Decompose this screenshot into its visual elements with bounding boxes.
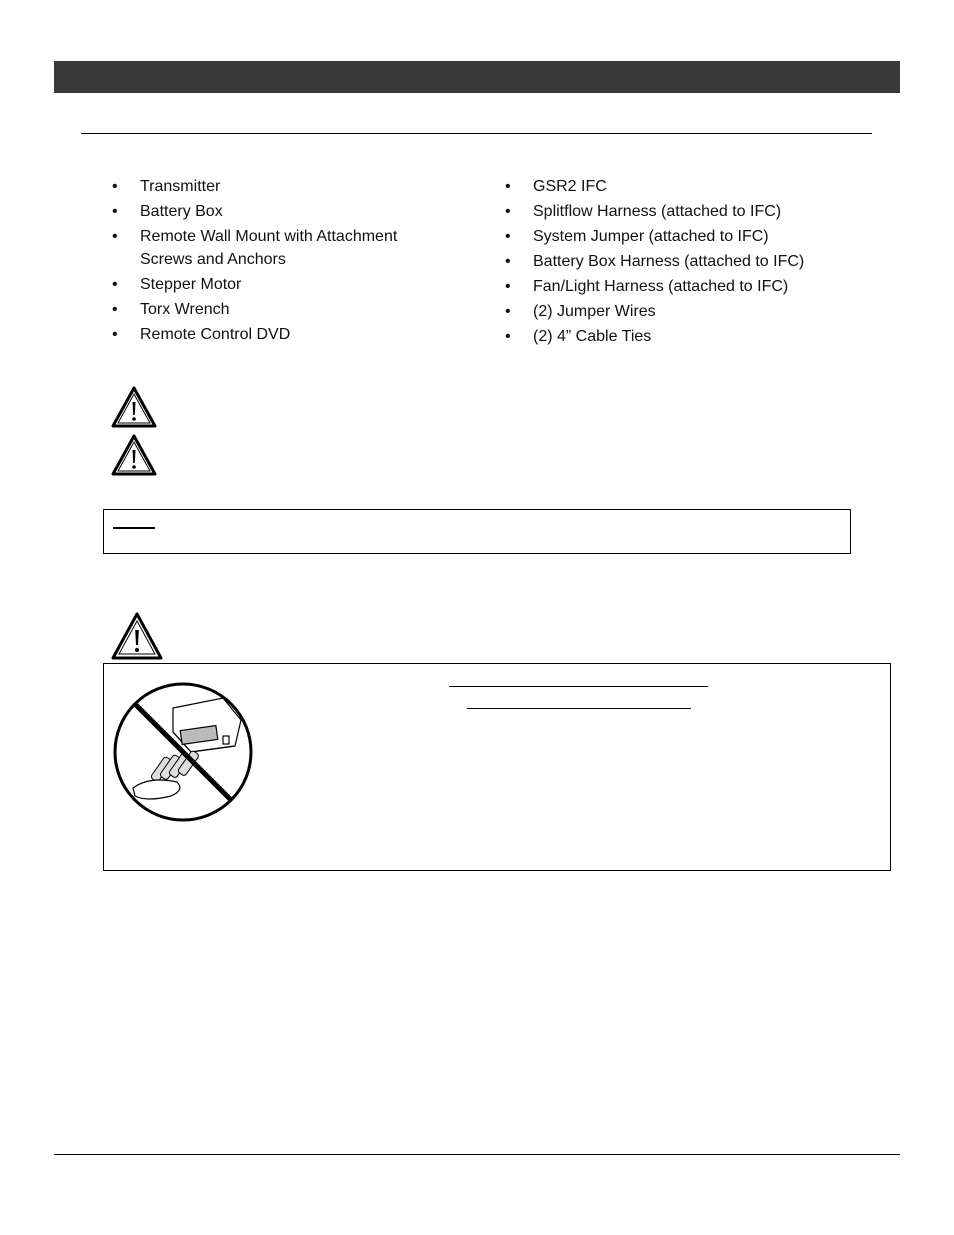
- kit-list-left: [112, 175, 452, 348]
- note-label-underline: [113, 527, 155, 529]
- warning-triangle-icon: [111, 386, 157, 428]
- list-item: • System Jumper (attached to IFC): [505, 225, 885, 248]
- header-bar: [54, 61, 900, 93]
- list-item: • Torx Wrench: [112, 298, 452, 321]
- underline: [449, 686, 708, 687]
- battery-warning-box: [103, 663, 891, 871]
- footer-rule: [54, 1154, 900, 1155]
- list-item: • Remote Wall Mount with Attachment Screws and Anchors: [112, 225, 452, 271]
- list-item: • (2) 4” Cable Ties: [505, 325, 885, 348]
- list-item: • GSR2 IFC: [505, 175, 885, 198]
- section-rule: [81, 133, 872, 134]
- no-battery-icon: [111, 680, 255, 824]
- underline: [467, 708, 691, 709]
- list-item: • Fan/Light Harness (attached to IFC): [505, 275, 885, 298]
- kit-list-right: [505, 175, 885, 350]
- list-item: • Transmitter: [112, 175, 452, 198]
- list-item: • Battery Box Harness (attached to IFC): [505, 250, 885, 273]
- list-item: • Battery Box: [112, 200, 452, 223]
- warning-triangle-icon: [111, 434, 157, 476]
- list-item: • Splitflow Harness (attached to IFC): [505, 200, 885, 223]
- list-item: • Stepper Motor: [112, 273, 452, 296]
- note-box: [103, 509, 851, 554]
- warning-triangle-icon: [111, 612, 163, 660]
- list-item: • (2) Jumper Wires: [505, 300, 885, 323]
- list-item: • Remote Control DVD: [112, 323, 452, 346]
